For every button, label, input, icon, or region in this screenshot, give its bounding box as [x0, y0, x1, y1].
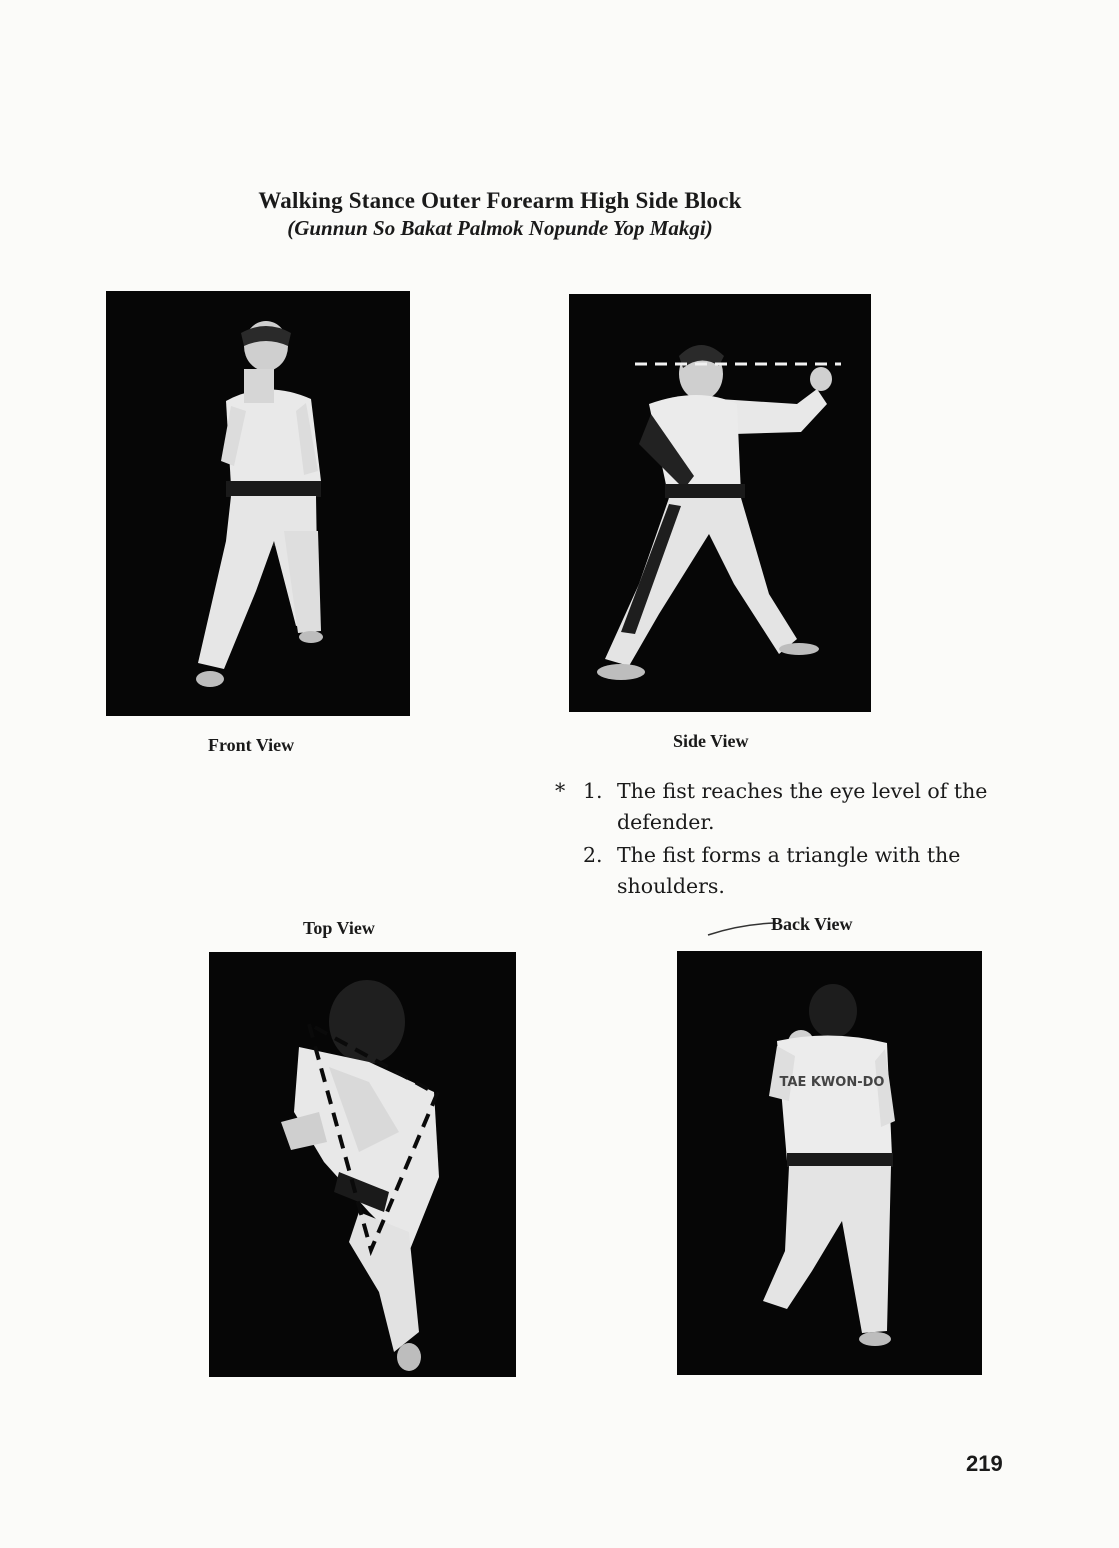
- technique-notes: [555, 776, 1025, 902]
- front-view-caption: Front View: [208, 735, 295, 755]
- top-view-photo: [209, 952, 516, 1377]
- side-view-caption: Side View: [673, 731, 749, 751]
- page-number: 219: [966, 1451, 1003, 1476]
- note-item: [555, 840, 1025, 902]
- front-view-photo: [106, 291, 410, 716]
- side-view-photo: [569, 294, 871, 712]
- note-text: The fist forms a triangle with the shoulders.: [617, 843, 961, 898]
- title-block: [150, 188, 850, 241]
- note-text: The fist reaches the eye level of the defender.: [617, 779, 988, 834]
- note-number: 1.: [583, 779, 603, 803]
- note-item: [555, 776, 1025, 838]
- back-view-photo: [677, 951, 982, 1375]
- uniform-lettering: TAE KWON-DO: [779, 1075, 885, 1090]
- back-view-caption: Back View: [771, 914, 853, 934]
- top-view-caption: Top View: [303, 918, 375, 938]
- note-number: 2.: [583, 843, 603, 867]
- page-subtitle: (Gunnun So Bakat Palmok Nopunde Yop Makgi): [287, 216, 713, 240]
- pointer-line-icon: [706, 921, 778, 937]
- page-title: Walking Stance Outer Forearm High Side Block: [258, 188, 742, 213]
- asterisk-marker: *: [555, 779, 566, 803]
